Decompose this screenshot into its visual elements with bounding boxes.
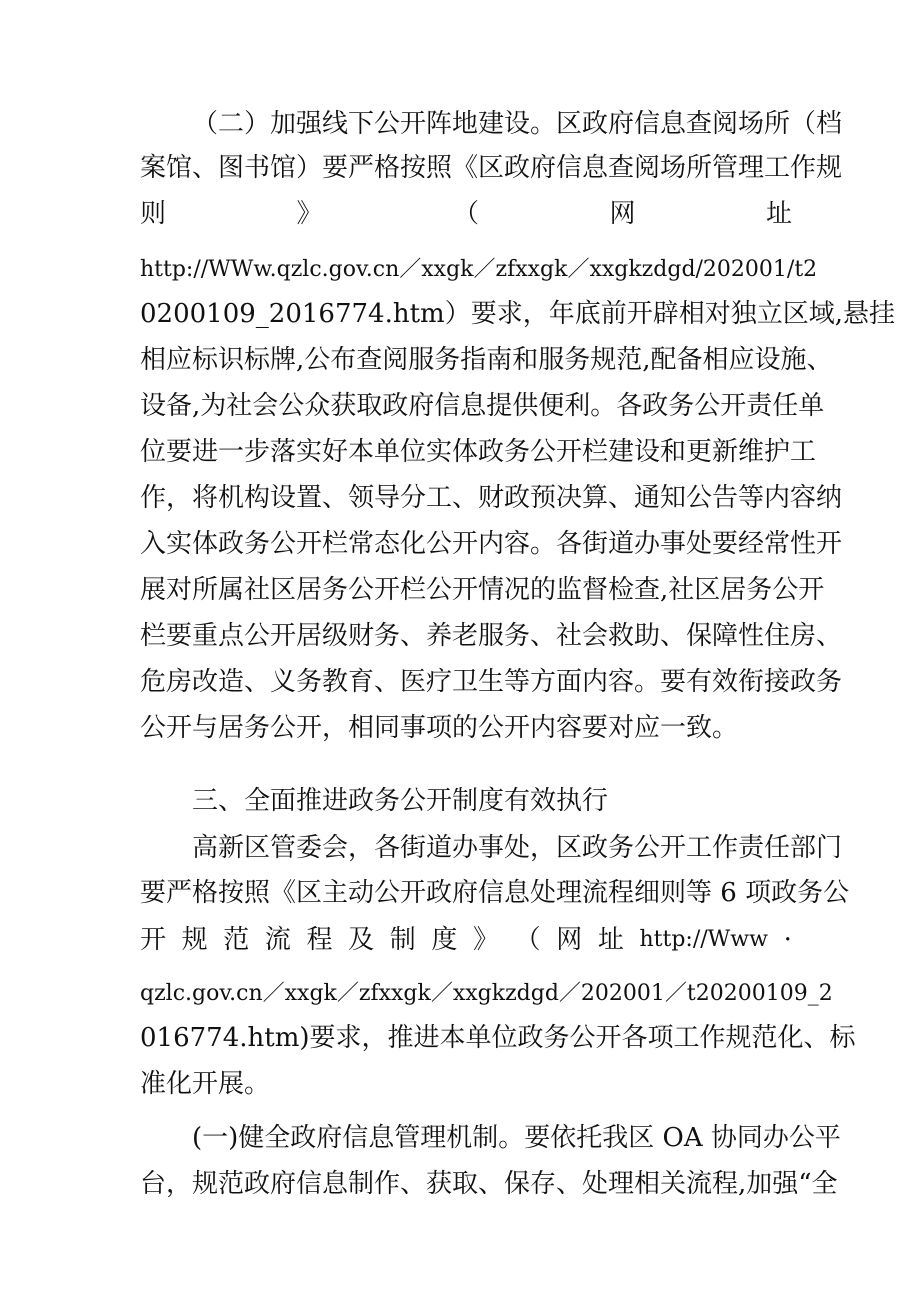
text-fragment: 》: [296, 199, 323, 229]
text-fragment: 址: [597, 925, 624, 955]
text-fragment: 》: [473, 925, 500, 955]
paragraph-line: 相应标识标牌,公布查阅服务指南和服务规范,配备相应设施、: [140, 345, 833, 375]
paragraph-line: （二）加强线下公开阵地建设。区政府信息查阅场所（档: [192, 109, 843, 139]
text-fragment: 程: [306, 925, 333, 955]
paragraph-line: 016774.htm)要求，推进本单位政务公开各项工作规范化、标: [140, 1023, 856, 1053]
paragraph-line: 作，将机构设置、领导分工、财政预决算、通知公告等内容纳: [140, 483, 843, 513]
paragraph-line: 设备,为社会公众获取政府信息提供便利。各政务公开责任单: [140, 391, 825, 421]
text-fragment: 网: [609, 199, 636, 229]
text-fragment: 则: [140, 199, 167, 229]
paragraph-line: 案馆、图书馆）要严格按照《区政府信息查阅场所管理工作规: [140, 153, 843, 183]
paragraph-line: 展对所属社区居务公开栏公开情况的监督检查,社区居务公开: [140, 575, 825, 605]
paragraph-line: 位要进一步落实好本单位实体政务公开栏建设和更新维护工: [140, 437, 817, 467]
text-fragment: 度: [431, 925, 458, 955]
text-fragment: 及: [348, 925, 375, 955]
text-fragment: 制: [389, 925, 416, 955]
text-fragment: 范: [223, 925, 250, 955]
justified-line: [140, 923, 792, 957]
paragraph-line: 高新区管委会，各街道办事处，区政务公开工作责任部门: [192, 833, 843, 863]
paragraph-line: 入实体政务公开栏常态化公开内容。各街道办事处要经常性开: [140, 529, 843, 559]
paragraph-line: (一)健全政府信息管理机制。要依托我区 OA 协同办公平: [192, 1123, 841, 1153]
text-fragment: （: [452, 199, 479, 229]
text-fragment: 网: [556, 925, 583, 955]
paragraph-line: 准化开展。: [140, 1069, 271, 1099]
paragraph-line: 要严格按照《区主动公开政府信息处理流程细则等 6 项政务公: [140, 878, 850, 908]
text-fragment: 址: [765, 199, 792, 229]
section-heading: 三、全面推进政务公开制度有效执行: [192, 786, 609, 816]
justified-line: [140, 197, 792, 231]
paragraph-line: 危房改造、义务教育、医疗卫生等方面内容。要有效衔接政务: [140, 667, 843, 697]
paragraph-line: 0200109_2016774.htm）要求，年底前开辟相对独立区域,悬挂: [140, 299, 895, 329]
text-fragment: 开: [140, 925, 167, 955]
text-fragment: http://Www: [639, 927, 768, 952]
text-fragment: ·: [783, 925, 792, 955]
url-line: qzlc.gov.cn／xxgk／zfxxgk／xxgkzdgd／202001／t20200109_2: [140, 981, 833, 1006]
paragraph-line: 台，规范政府信息制作、获取、保存、处理相关流程,加强“全: [140, 1169, 838, 1199]
url-line: http://WWw.qzlc.gov.cn／xxgk／zfxxgk／xxgkzdgd/202001/t2: [140, 257, 818, 282]
text-fragment: 流: [264, 925, 291, 955]
paragraph-line: 栏要重点公开居级财务、养老服务、社会救助、保障性住房、: [140, 621, 843, 651]
text-fragment: （: [514, 925, 541, 955]
paragraph-line: 公开与居务公开，相同事项的公开内容要对应一致。: [140, 713, 739, 743]
text-fragment: 规: [181, 925, 208, 955]
